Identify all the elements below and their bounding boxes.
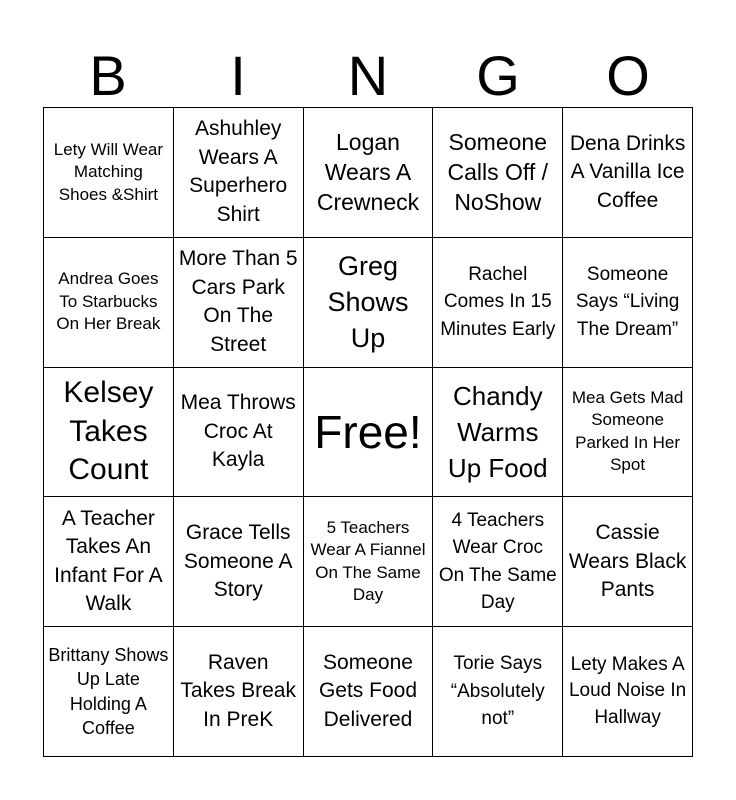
header-letter-o: O bbox=[606, 44, 650, 107]
cell-text: Cassie Wears Black Pants bbox=[568, 521, 687, 602]
bingo-cell-r2-c2[interactable] bbox=[174, 238, 304, 368]
bingo-cell-r1-c3[interactable] bbox=[304, 108, 434, 238]
cell-text: Lety Will Wear Matching Shoes &Shirt bbox=[53, 139, 164, 204]
header-letter-n: N bbox=[347, 44, 389, 107]
cell-text: Greg Shows Up bbox=[327, 251, 409, 354]
bingo-cell-r4-c5[interactable] bbox=[563, 497, 693, 627]
header-letter-i: I bbox=[230, 44, 246, 107]
cell-text: Lety Makes A Loud Noise In Hallway bbox=[568, 653, 687, 728]
bingo-cell-r3-c3[interactable] bbox=[304, 368, 434, 498]
bingo-cell-r1-c5[interactable] bbox=[563, 108, 693, 238]
header-letter-g: G bbox=[476, 44, 520, 107]
bingo-cell-r3-c5[interactable] bbox=[563, 368, 693, 498]
cell-text: Brittany Shows Up Late Holding A Coffee bbox=[48, 644, 169, 739]
cell-text: Grace Tells Someone A Story bbox=[183, 521, 293, 602]
cell-text: Someone Calls Off / NoShow bbox=[447, 129, 549, 216]
bingo-cell-r3-c2[interactable] bbox=[174, 368, 304, 498]
bingo-cell-r2-c1[interactable] bbox=[44, 238, 174, 368]
bingo-cell-r3-c4[interactable] bbox=[433, 368, 563, 498]
cell-text: Torie Says “Absolutely not” bbox=[450, 653, 545, 730]
header-letter-b: B bbox=[89, 44, 127, 107]
bingo-cell-r5-c5[interactable] bbox=[563, 627, 693, 757]
cell-text: Mea Throws Croc At Kayla bbox=[180, 391, 296, 472]
bingo-cell-r2-c3[interactable] bbox=[304, 238, 434, 368]
cell-text: Logan Wears A Crewneck bbox=[316, 129, 420, 216]
bingo-cell-r4-c1[interactable] bbox=[44, 497, 174, 627]
bingo-cell-r1-c2[interactable] bbox=[174, 108, 304, 238]
bingo-cell-r5-c1[interactable] bbox=[44, 627, 174, 757]
cell-text: Rachel Comes In 15 Minutes Early bbox=[440, 263, 556, 340]
cell-text: A Teacher Takes An Infant For A Walk bbox=[54, 506, 163, 616]
cell-text: Someone Says “Living The Dream” bbox=[575, 263, 680, 340]
cell-text: 4 Teachers Wear Croc On The Same Day bbox=[438, 509, 557, 614]
bingo-cell-r5-c4[interactable] bbox=[433, 627, 563, 757]
bingo-cell-r4-c3[interactable] bbox=[304, 497, 434, 627]
bingo-board bbox=[43, 107, 693, 757]
cell-text: Dena Drinks A Vanilla Ice Coffee bbox=[569, 131, 686, 212]
cell-text: Ashuhley Wears A Superhero Shirt bbox=[189, 117, 288, 226]
bingo-cell-r1-c1[interactable] bbox=[44, 108, 174, 238]
bingo-cell-r2-c4[interactable] bbox=[433, 238, 563, 368]
cell-text: Someone Gets Food Delivered bbox=[318, 650, 418, 731]
bingo-cell-r4-c2[interactable] bbox=[174, 497, 304, 627]
cell-text: Kelsey Takes Count bbox=[63, 376, 154, 487]
bingo-cell-r1-c4[interactable] bbox=[433, 108, 563, 238]
free-space: Free! bbox=[314, 405, 422, 458]
cell-text: Mea Gets Mad Someone Parked In Her Spot bbox=[571, 387, 684, 475]
bingo-cell-r5-c2[interactable] bbox=[174, 627, 304, 757]
cell-text: More Than 5 Cars Park On The Street bbox=[178, 247, 298, 356]
bingo-header bbox=[43, 45, 693, 107]
cell-text: Chandy Warms Up Food bbox=[447, 380, 548, 483]
bingo-cell-r2-c5[interactable] bbox=[563, 238, 693, 368]
cell-text: Raven Takes Break In PreK bbox=[180, 650, 296, 731]
bingo-cell-r3-c1[interactable] bbox=[44, 368, 174, 498]
bingo-cell-r5-c3[interactable] bbox=[304, 627, 434, 757]
cell-text: 5 Teachers Wear A Fiannel On The Same Day bbox=[310, 517, 426, 605]
cell-text: Andrea Goes To Starbucks On Her Break bbox=[56, 269, 161, 334]
bingo-cell-r4-c4[interactable] bbox=[433, 497, 563, 627]
